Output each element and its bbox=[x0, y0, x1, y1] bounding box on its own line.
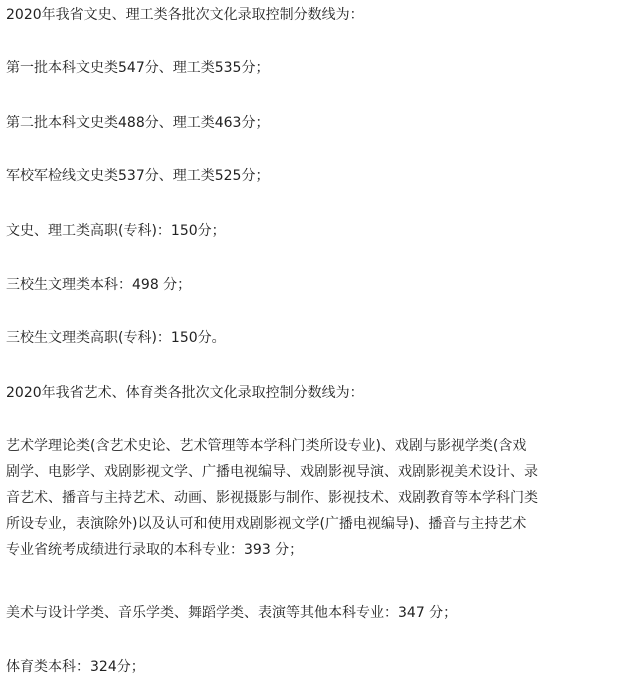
line-batch2: 第二批本科文史类488分、理工类463分； bbox=[6, 115, 270, 131]
art-paragraph-line: 艺术学理论类(含艺术史论、艺术管理等本学科门类所设专业)、戏剧与影视学类(含戏 bbox=[6, 438, 527, 454]
art-paragraph-line: 所设专业，表演除外)以及认可和使用戏剧影视文学(广播电视编导)、播音与主持艺术 bbox=[6, 516, 527, 532]
section-heading-art-sports: 2020年我省艺术、体育类各批次文化录取控制分数线为： bbox=[6, 385, 364, 401]
art-paragraph bbox=[6, 433, 626, 563]
line-vocational: 文史、理工类高职(专科)：150分； bbox=[6, 223, 226, 239]
line-batch1: 第一批本科文史类547分、理工类535分； bbox=[6, 60, 270, 76]
line-three-schools-vocational: 三校生文理类高职(专科)：150分。 bbox=[6, 330, 226, 346]
line-sports: 体育类本科：324分； bbox=[6, 659, 145, 675]
line-military: 军校军检线文史类537分、理工类525分； bbox=[6, 168, 270, 184]
art-paragraph-line: 音艺术、播音与主持艺术、动画、影视摄影与制作、影视技术、戏剧教育等本学科门类 bbox=[6, 490, 538, 506]
section-heading-wenli: 2020年我省文史、理工类各批次文化录取控制分数线为： bbox=[6, 7, 364, 23]
line-three-schools-undergrad: 三校生文理类本科：498 分； bbox=[6, 277, 192, 293]
art-paragraph-line: 专业省统考成绩进行录取的本科专业：393 分； bbox=[6, 542, 304, 558]
line-fine-arts: 美术与设计学类、音乐学类、舞蹈学类、表演等其他本科专业：347 分； bbox=[6, 605, 458, 621]
art-paragraph-line: 剧学、电影学、戏剧影视文学、广播电视编导、戏剧影视导演、戏剧影视美术设计、录 bbox=[6, 464, 538, 480]
